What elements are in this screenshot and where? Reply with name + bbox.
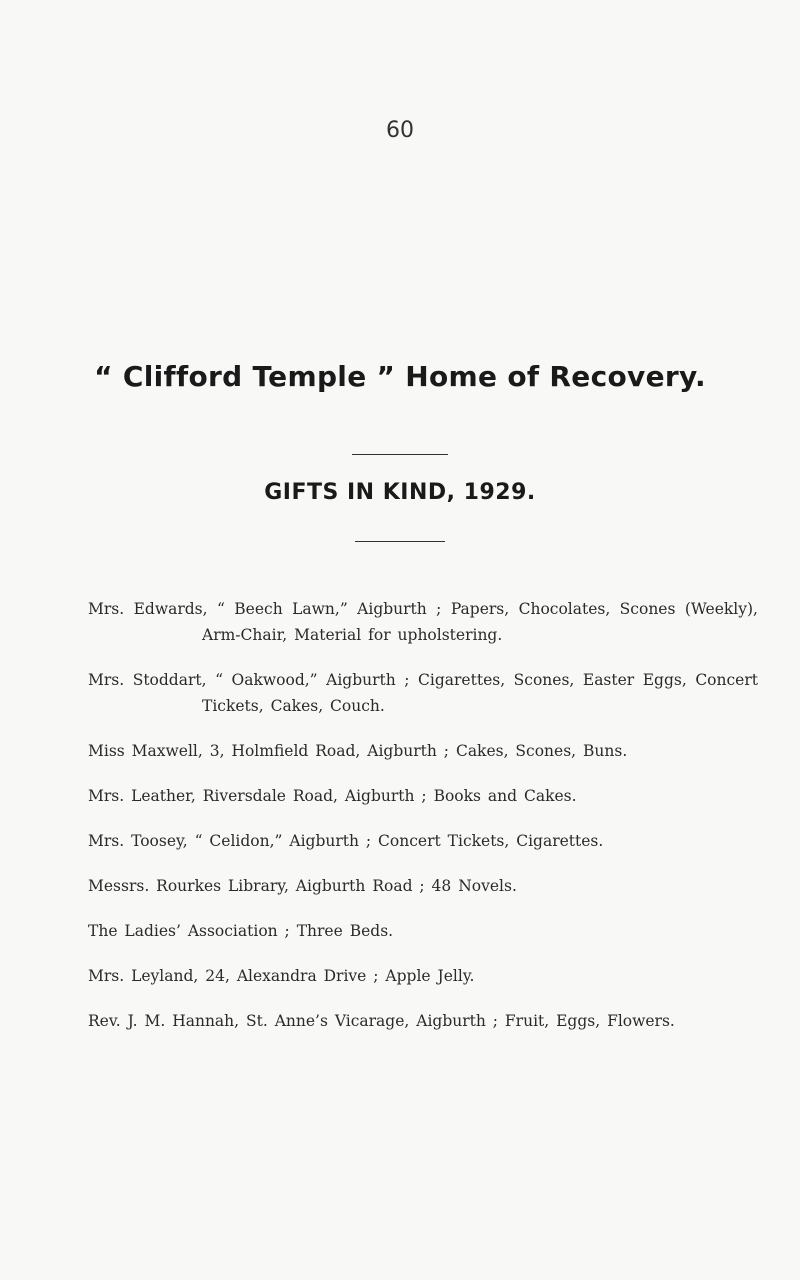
page-number: 60: [386, 118, 414, 143]
gift-entry: Mrs. Edwards, “ Beech Lawn,” Aigburth ; Papers, Chocolates, Scones (Weekly), Arm-Chair, Material for upholstering.: [88, 600, 758, 644]
gift-entry: Miss Maxwell, 3, Holmfield Road, Aigburth ; Cakes, Scones, Buns.: [88, 742, 628, 760]
gift-entry: Mrs. Leather, Riversdale Road, Aigburth ; Books and Cakes.: [88, 787, 577, 805]
divider-top: [352, 454, 448, 455]
gift-entry: Mrs. Toosey, “ Celidon,” Aigburth ; Concert Tickets, Cigarettes.: [88, 832, 604, 850]
gift-entry: The Ladies’ Association ; Three Beds.: [88, 922, 394, 940]
gift-list: [88, 596, 758, 1053]
page-title: “ Clifford Temple ” Home of Recovery.: [94, 360, 706, 393]
gift-entry: Rev. J. M. Hannah, St. Anne’s Vicarage, Aigburth ; Fruit, Eggs, Flowers.: [88, 1012, 675, 1030]
divider-bottom: [355, 541, 445, 542]
section-heading: GIFTS IN KIND, 1929.: [264, 480, 536, 505]
gift-entry: Messrs. Rourkes Library, Aigburth Road ; 48 Novels.: [88, 877, 517, 895]
gift-entry: Mrs. Stoddart, “ Oakwood,” Aigburth ; Cigarettes, Scones, Easter Eggs, Concert Tickets, Cakes, Couch.: [88, 671, 758, 715]
gift-entry: Mrs. Leyland, 24, Alexandra Drive ; Apple Jelly.: [88, 967, 475, 985]
